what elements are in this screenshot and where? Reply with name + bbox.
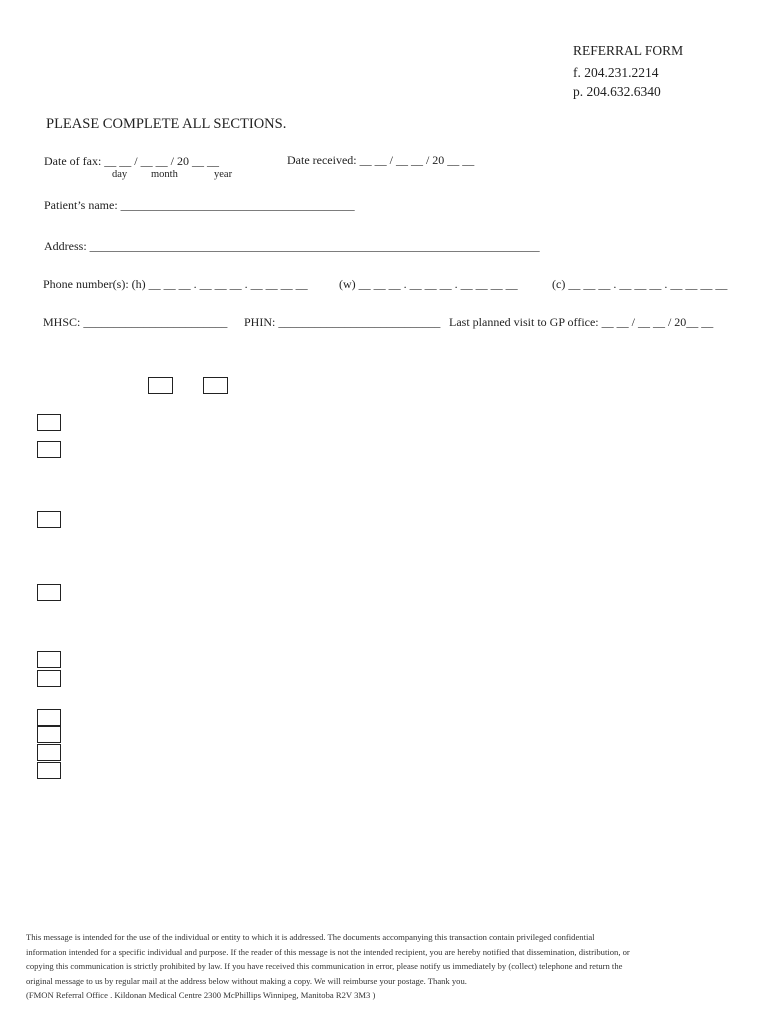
checkbox[interactable] bbox=[37, 441, 61, 458]
checkbox[interactable] bbox=[37, 511, 61, 528]
disclaimer-line: information intended for a specific individual and purpose. If the reader of this message is not the intended recipient, you are hereby notified that dissemination, distribution, or bbox=[26, 946, 630, 957]
checkbox[interactable] bbox=[37, 762, 61, 779]
date-sub-year: year bbox=[214, 169, 233, 180]
mhsc-field[interactable]: MHSC: ________________________ bbox=[43, 315, 228, 329]
form-title: REFERRAL FORM bbox=[573, 43, 684, 58]
phin-field[interactable]: PHIN: ___________________________ bbox=[244, 315, 441, 329]
instruction-heading: PLEASE COMPLETE ALL SECTIONS. bbox=[46, 116, 287, 132]
date-received-field[interactable]: Date received: __ __ / __ __ / 20 __ __ bbox=[287, 153, 475, 167]
checkbox[interactable] bbox=[37, 584, 61, 601]
date-of-fax-field[interactable]: Date of fax: __ __ / __ __ / 20 __ __ bbox=[44, 154, 219, 168]
phone-cell-field[interactable]: (c) __ __ __ . __ __ __ . __ __ __ __ bbox=[552, 277, 728, 291]
checkbox[interactable] bbox=[37, 670, 61, 687]
checkbox[interactable] bbox=[148, 377, 173, 394]
office-address: (FMON Referral Office . Kildonan Medical Centre 2300 McPhillips Winnipeg, Manitoba R2V 3M3 ) bbox=[26, 990, 376, 1001]
phone-number: p. 204.632.6340 bbox=[573, 84, 661, 99]
confidentiality-disclaimer bbox=[26, 930, 748, 1003]
date-sub-month: month bbox=[151, 169, 178, 180]
phone-home-field[interactable]: Phone number(s): (h) __ __ __ . __ __ __ . __ __ __ __ bbox=[43, 277, 308, 291]
checkbox[interactable] bbox=[37, 709, 61, 726]
checkbox[interactable] bbox=[37, 414, 61, 431]
phone-work-field[interactable]: (w) __ __ __ . __ __ __ . __ __ __ __ bbox=[339, 277, 518, 291]
date-sub-day: day bbox=[112, 169, 128, 180]
disclaimer-line: original message to us by regular mail at the address below without making a copy. We will reimburse your postage. Thank you. bbox=[26, 975, 467, 986]
checkbox[interactable] bbox=[37, 744, 61, 761]
patient-name-field[interactable]: Patient’s name: _______________________________________ bbox=[44, 198, 355, 212]
last-visit-field[interactable]: Last planned visit to GP office: __ __ / __ __ / 20__ __ bbox=[449, 315, 714, 329]
fax-number: f. 204.231.2214 bbox=[573, 65, 659, 80]
checkbox[interactable] bbox=[37, 651, 61, 668]
disclaimer-line: copying this communication is strictly prohibited by law. If you have received this communication in error, please notify us immediately by (collect) telephone and return the bbox=[26, 961, 623, 972]
disclaimer-line: This message is intended for the use of the individual or entity to which it is addressed. The documents accompanying this transaction contain privileged confidential bbox=[26, 932, 595, 942]
address-field[interactable]: Address: ___________________________________________________________________________ bbox=[44, 239, 540, 253]
checkbox[interactable] bbox=[203, 377, 228, 394]
checkbox[interactable] bbox=[37, 726, 61, 743]
